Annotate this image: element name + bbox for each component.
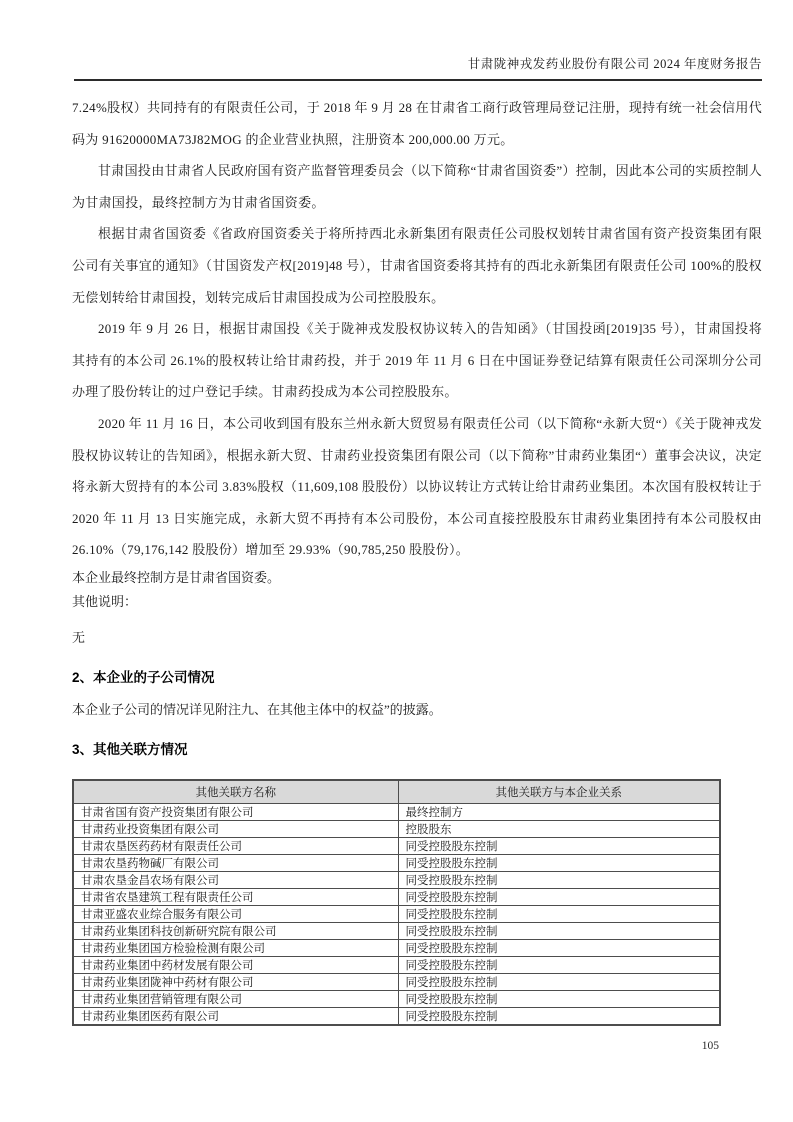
related-party-name: 甘肃药业集团中药材发展有限公司: [73, 956, 398, 973]
report-title: 甘肃陇神戎发药业股份有限公司 2024 年度财务报告: [467, 57, 762, 71]
table-header-row: [73, 780, 720, 804]
table-row: [73, 803, 720, 820]
paragraph-equity-transfer-2020: 2020 年 11 月 16 日，本公司收到国有股东兰州永新大贸贸易有限责任公司（以下简称“永新大贸“）《关于陇神戎发股权协议转让的告知函》，根据永新大贸、甘肃药业投资集团有限公司（以下简称”甘肃药业集团“）董事会决议，决定将永新大贸持有的本公司 3.83%股权（11,609,108 股股份）以协议转让方式转让给甘肃药业集团。本次国有股权转让于 2020 年 11 月 13 日实施完成，永新大贸不再持有本公司股份，本公司直接控股股东甘肃药业集团持有本公司股权由 26.10%（79,176,142 股股份）增加至 29.93%（90,785,250 股股份）。: [72, 415, 762, 558]
related-party-relation: 同受控股股东控制: [398, 990, 720, 1007]
table-row: [73, 973, 720, 990]
related-parties-table: [72, 779, 721, 1026]
table-row: [73, 888, 720, 905]
related-party-relation: 同受控股股东控制: [398, 922, 720, 939]
related-party-name: 甘肃药业集团陇神中药材有限公司: [73, 973, 398, 990]
table-row: [73, 956, 720, 973]
table-row: [73, 1007, 720, 1025]
related-party-name: 甘肃药业集团医药有限公司: [73, 1007, 398, 1025]
related-party-relation: 同受控股股东控制: [398, 939, 720, 956]
col-header-relationship: 其他关联方与本企业关系: [398, 780, 720, 804]
table-row: [73, 871, 720, 888]
page-header: [74, 54, 762, 81]
table-row: [73, 820, 720, 837]
other-notes-label: 其他说明：: [72, 593, 138, 609]
related-party-relation: 同受控股股东控制: [398, 905, 720, 922]
related-party-name: 甘肃亚盛农业综合服务有限公司: [73, 905, 398, 922]
related-party-name: 甘肃药业投资集团有限公司: [73, 820, 398, 837]
table-row: [73, 854, 720, 871]
section-subsidiaries-text: 本企业子公司的情况详见附注九、在其他主体中的权益”的披露。: [72, 701, 442, 717]
related-party-relation: 同受控股股东控制: [398, 888, 720, 905]
related-party-name: 甘肃药业集团营销管理有限公司: [73, 990, 398, 1007]
table-row: [73, 837, 720, 854]
related-party-name: 甘肃药业集团国方检验检测有限公司: [73, 939, 398, 956]
paragraph-equity-transfer-2019: 2019 年 9 月 26 日，根据甘肃国投《关于陇神戎发股权协议转入的告知函》（甘国投函[2019]35 号），甘肃国投将其持有的本公司 26.1%的股权转让给甘肃药投，并于 2019 年 11 月 6 日在中国证券登记结算有限责任公司深圳分公司办理了股份转让的过户登记手续。甘肃药投成为本公司控股股东。: [72, 321, 762, 400]
table-row: [73, 939, 720, 956]
section-subsidiaries-heading: 2、本企业的子公司情况: [72, 669, 215, 685]
related-party-name: 甘肃药业集团科技创新研究院有限公司: [73, 922, 398, 939]
related-party-relation: 同受控股股东控制: [398, 1007, 720, 1025]
related-party-relation: 同受控股股东控制: [398, 973, 720, 990]
related-party-name: 甘肃农垦金昌农场有限公司: [73, 871, 398, 888]
page-number: 105: [701, 1040, 719, 1052]
section-related-parties-heading: 3、其他关联方情况: [72, 741, 188, 757]
paragraph-registration: 7.24%股权）共同持有的有限责任公司，于 2018 年 9 月 28 在甘肃省工商行政管理局登记注册，现持有统一社会信用代码为 91620000MA73J82MOG 的企业营业执照，注册资本 200,000.00 万元。: [72, 100, 762, 147]
table-row: [73, 905, 720, 922]
page-content: [72, 92, 762, 1026]
col-header-related-party-name: 其他关联方名称: [73, 780, 398, 804]
related-party-name: 甘肃农垦药物碱厂有限公司: [73, 854, 398, 871]
table-row: [73, 922, 720, 939]
related-party-relation: 同受控股股东控制: [398, 871, 720, 888]
related-party-relation: 同受控股股东控制: [398, 837, 720, 854]
table-row: [73, 990, 720, 1007]
paragraph-actual-controller: 甘肃国投由甘肃省人民政府国有资产监督管理委员会（以下简称“甘肃省国资委”）控制，因此本公司的实质控制人为甘肃国投，最终控制方为甘肃省国资委。: [72, 163, 762, 210]
related-party-relation: 同受控股股东控制: [398, 854, 720, 871]
related-party-name: 甘肃省国有资产投资集团有限公司: [73, 803, 398, 820]
related-party-relation: 同受控股股东控制: [398, 956, 720, 973]
related-party-relation: 控股股东: [398, 820, 720, 837]
ultimate-controller-note: 本企业最终控制方是甘肃省国资委。: [72, 569, 281, 585]
none-text: 无: [72, 629, 86, 645]
paragraph-equity-transfer-2019-notice: 根据甘肃省国资委《省政府国资委关于将所持西北永新集团有限责任公司股权划转甘肃省国有资产投资集团有限公司有关事宜的通知》（甘国资发产权[2019]48 号），甘肃省国资委将其持有的西北永新集团有限责任公司 100%的股权无偿划转给甘肃国投，划转完成后甘肃国投成为公司控股股东。: [72, 226, 762, 305]
related-party-name: 甘肃农垦医药药材有限责任公司: [73, 837, 398, 854]
related-party-relation: 最终控制方: [398, 803, 720, 820]
related-party-name: 甘肃省农垦建筑工程有限责任公司: [73, 888, 398, 905]
